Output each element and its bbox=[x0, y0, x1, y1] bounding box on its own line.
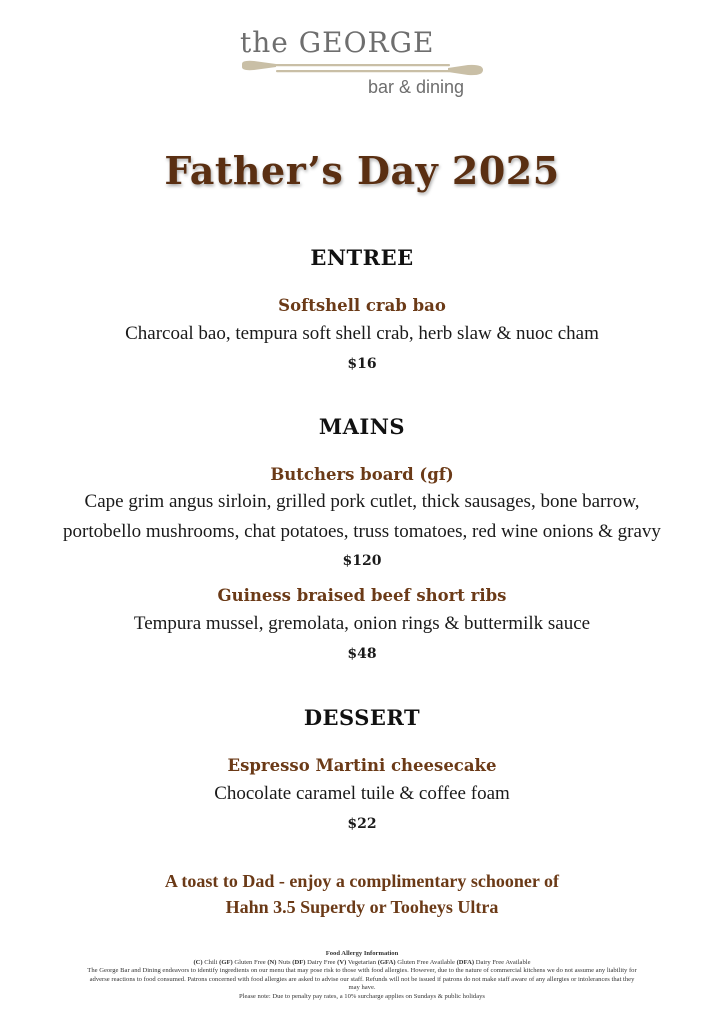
promo-text bbox=[0, 868, 724, 920]
section-heading-dessert: DESSERT bbox=[303, 705, 421, 730]
allergy-heading: Food Allergy Information bbox=[325, 950, 399, 957]
dish-price: $22 bbox=[347, 816, 377, 832]
allergy-code: (DF) bbox=[292, 958, 306, 966]
allergy-code: (GFA) bbox=[377, 958, 396, 966]
dish-price: $120 bbox=[342, 553, 382, 569]
dish-name: Guiness braised beef short ribs bbox=[217, 586, 507, 605]
allergy-disclaimer: may have. bbox=[348, 984, 376, 992]
dish-name: Espresso Martini cheesecake bbox=[227, 756, 497, 775]
allergy-disclaimer: adverse reactions to food consumed. Patrons concerned with food allergies are asked to advise our staff. Refunds will not be issued if patrons do not make staff aware of any allergies or intolerances that they bbox=[89, 975, 635, 983]
promo-line: Hahn 3.5 Superdy or Tooheys Ultra bbox=[225, 897, 499, 917]
page-title: Father’s Day 2025 bbox=[164, 148, 560, 193]
allergy-label: Dairy Free Available bbox=[475, 958, 531, 966]
allergy-disclaimer: The George Bar and Dining endeavors to identify ingredients on our menu that may pose risk to those with food allergies. However, due to the nature of commercial kitchens we do not assume any liability for bbox=[87, 967, 637, 975]
surcharge-note: Please note: Due to penalty pay rates, a 10% surcharge applies on Sundays & public holidays bbox=[239, 992, 485, 1000]
section-heading-entree: ENTREE bbox=[310, 245, 414, 270]
allergy-label: Chili bbox=[204, 958, 218, 966]
allergy-code: (C) bbox=[193, 958, 203, 966]
allergy-label: Gluten Free bbox=[234, 958, 266, 966]
allergy-label: Dairy Free bbox=[307, 958, 336, 966]
dish-description: portobello mushrooms, chat potatoes, truss tomatoes, red wine onions & gravy bbox=[63, 521, 661, 542]
dish-description: Cape grim angus sirloin, grilled pork cutlet, thick sausages, bone barrow, bbox=[84, 491, 640, 512]
allergy-label: Gluten Free Available bbox=[397, 958, 455, 966]
oars-icon bbox=[240, 60, 485, 78]
dish-name: Softshell crab bao bbox=[278, 296, 446, 315]
allergy-code: (GF) bbox=[219, 958, 233, 966]
dish-description: Charcoal bao, tempura soft shell crab, herb slaw & nuoc cham bbox=[125, 323, 599, 344]
allergy-code: (N) bbox=[267, 958, 277, 966]
allergy-code: (V) bbox=[337, 958, 347, 966]
section-heading-mains: MAINS bbox=[318, 414, 406, 439]
allergy-code: (DFA) bbox=[456, 958, 475, 966]
dish-description: Tempura mussel, gremolata, onion rings & buttermilk sauce bbox=[133, 613, 591, 634]
allergy-label: Vegetarian bbox=[347, 958, 377, 966]
promo-line: A toast to Dad - enjoy a complimentary schooner of bbox=[164, 871, 560, 891]
allergy-info bbox=[0, 950, 724, 1002]
dish-price: $16 bbox=[347, 356, 377, 372]
logo-brand: the GEORGE bbox=[240, 26, 435, 59]
dish-name: Butchers board (gf) bbox=[270, 465, 454, 484]
allergy-codes bbox=[0, 959, 724, 968]
dish-description: Chocolate caramel tuile & coffee foam bbox=[214, 783, 510, 804]
allergy-label: Nuts bbox=[278, 958, 291, 966]
dish-price: $48 bbox=[347, 646, 377, 662]
logo-tagline: bar & dining bbox=[368, 77, 465, 97]
